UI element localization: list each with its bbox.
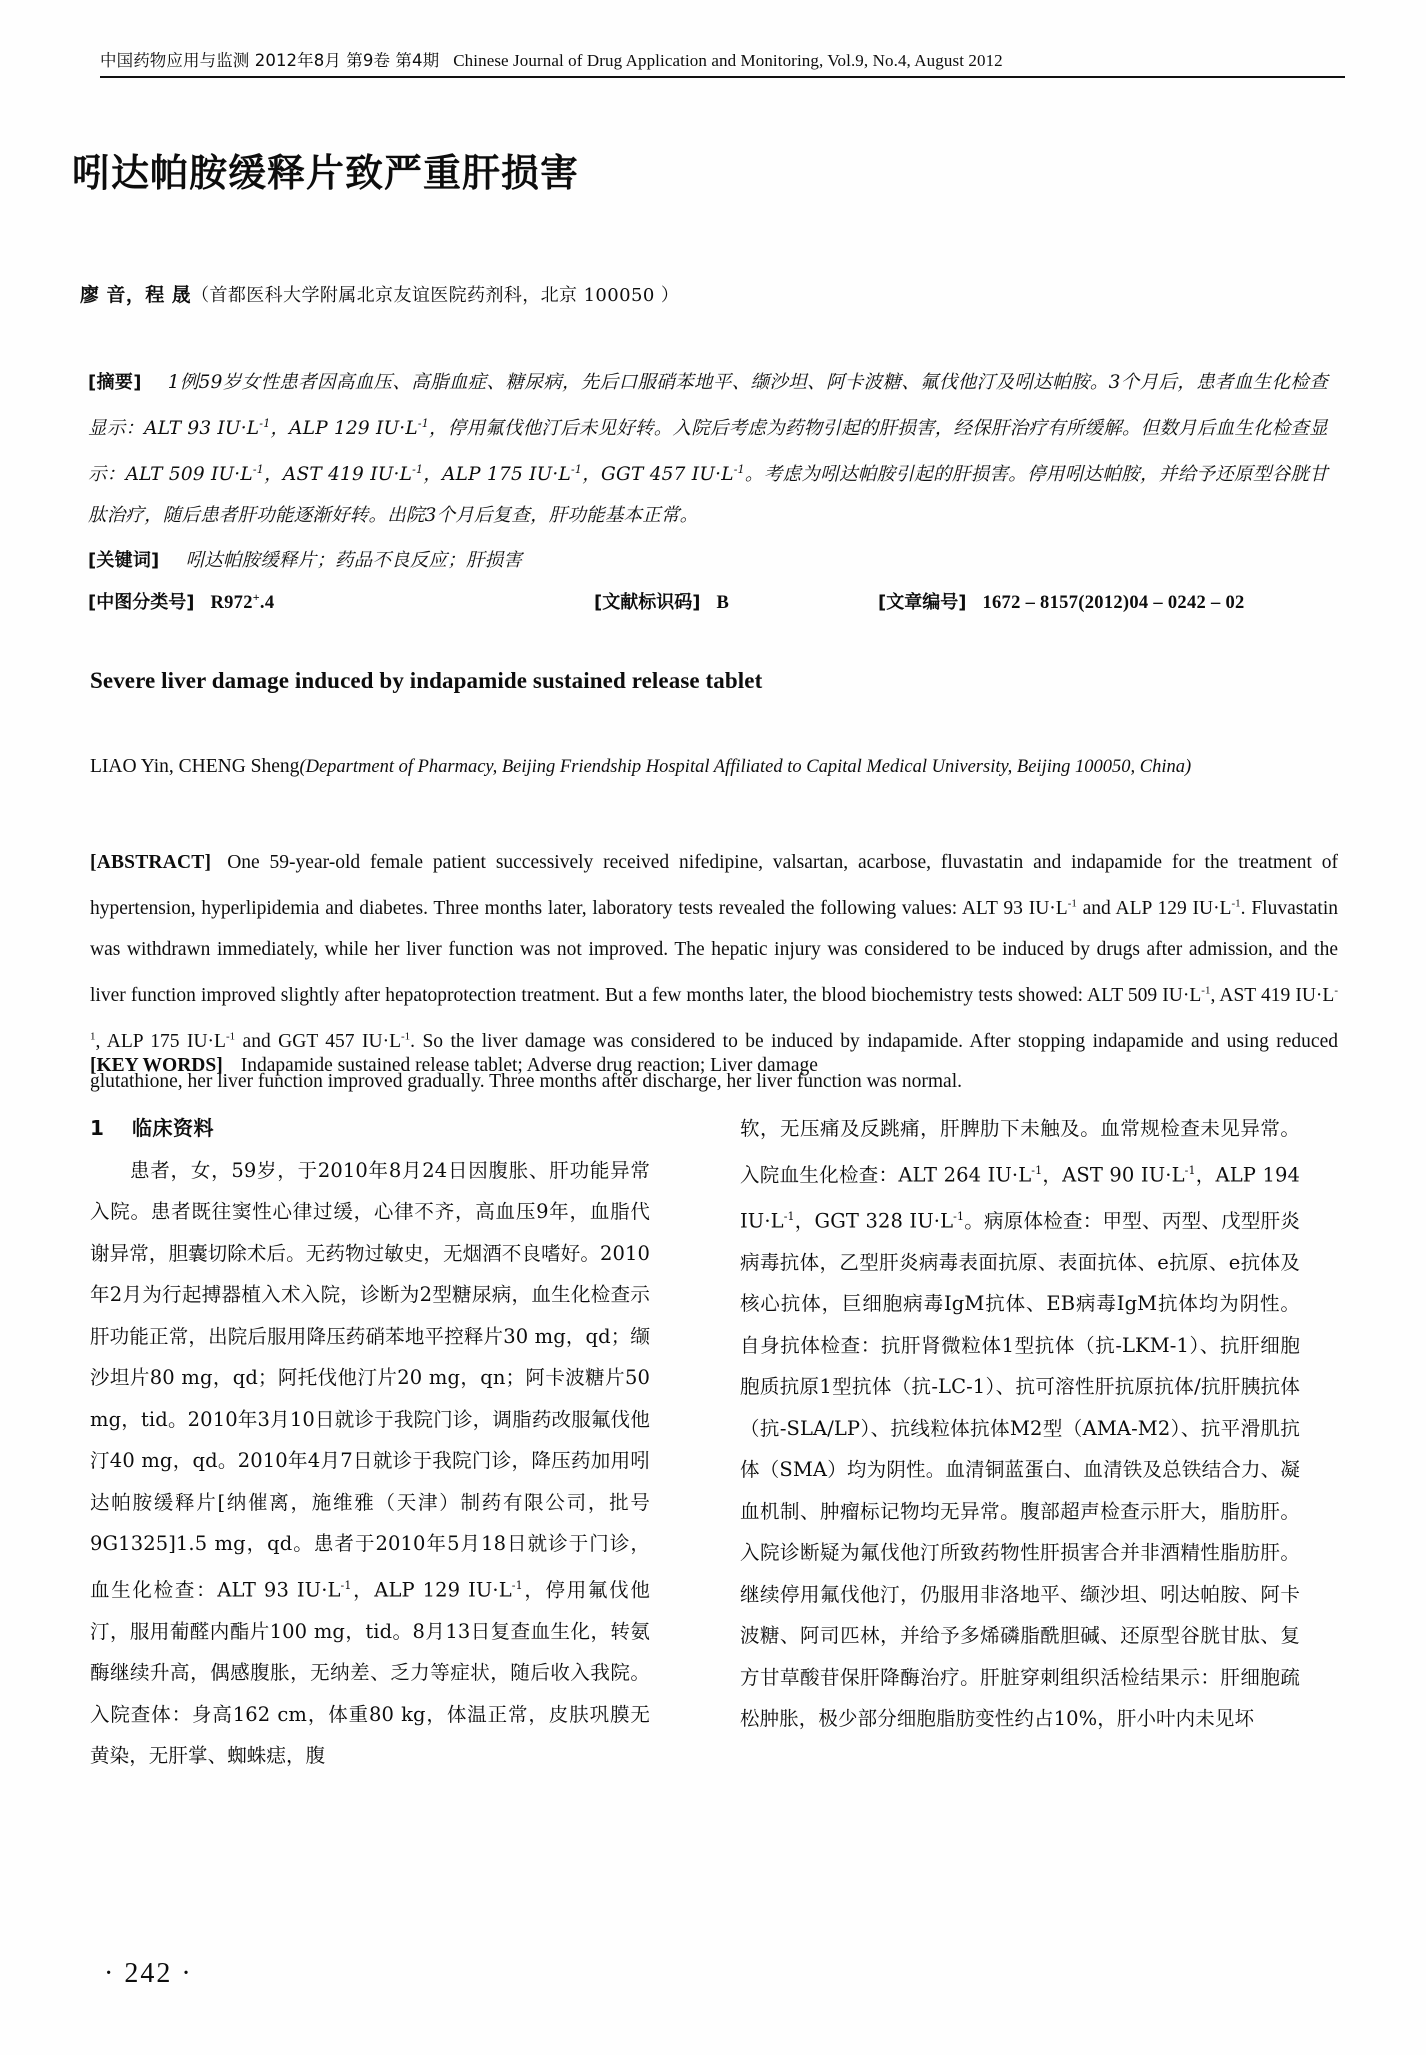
clc-value-tail: .4 — [259, 593, 275, 613]
chinese-affiliation: （首都医科大学附属北京友谊医院药剂科，北京 100050 ） — [191, 285, 680, 306]
clc-label: [中图分类号] — [88, 592, 195, 613]
classification-codes-row — [88, 588, 1336, 622]
english-abstract-text: One 59-year-old female patient successively received nifedipine, valsartan, acarbose, fluvastatin and indapamide for the treatment of hypertension, hyperlipidemia and diabetes. Three months later, laboratory tests revealed the following values: ALT 93 $IU\cdot L^{-1}$ and ALP 129 $IU\cdot L^{-1}$. Fluvastatin was withdrawn immediately, while her liver function was not improved. The hepatic injury was considered to be induced by drugs after admission, and the liver function improved slightly after hepatoprotection treatment. But a few months later, the blood biochemistry tests showed: ALT 509 $IU\cdot L^{-1}$, AST 419 $IU\cdot L^{-1}$, ALP 175 $IU\cdot L^{-1}$ and GGT 457 $IU\cdot L^{-1}$. So the liver damage was considered to be induced by indapamide. After stopping indapamide and using reduced glutathione, her liver function improved gradually. Three months after discharge, her liver function was normal. — [90, 852, 1338, 1092]
english-affiliation: (Department of Pharmacy, Beijing Friendship Hospital Affiliated to Capital Medical University, Beijing 100050, China) — [299, 757, 1192, 777]
page-number: · 242 · — [104, 1958, 193, 1989]
body-paragraph-right: 软，无压痛及反跳痛，肝脾肋下未触及。血常规检查未见异常。入院血生化检查：ALT 264 $IU\cdot L^{-1}$，AST 90 $IU\cdot L^{-1}$，ALP 194 $IU\cdot L^{-1}$，GGT 328 $IU\cdot L^{-1}$。病原体检查：甲型、丙型、戊型肝炎病毒抗体，乙型肝炎病毒表面抗原、表面抗体、e抗原、e抗体及核心抗体，巨细胞病毒IgM抗体、EB病毒IgM抗体均为阴性。自身抗体检查：抗肝肾微粒体1型抗体（抗-LKM-1）、抗肝细胞胞质抗原1型抗体（抗-LC-1）、抗可溶性肝抗原抗体/抗肝胰抗体（抗-SLA/LP）、抗线粒体抗体M2型（AMA-M2）、抗平滑肌抗体（SMA）均为阴性。血清铜蓝蛋白、血清铁及总铁结合力、凝血机制、肿瘤标记物均无异常。腹部超声检查示肝大，脂肪肝。入院诊断疑为氟伐他汀所致药物性肝损害合并非酒精性脂肪肝。继续停用氟伐他汀，仍服用非洛地平、缬沙坦、吲达帕胺、阿卡波糖、阿司匹林，并给予多烯磷脂酰胆碱、还原型谷胱甘肽、复方甘草酸苷保肝降酶治疗。肝脏穿刺组织活检结果示：肝细胞疏松肿胀，极少部分细胞脂肪变性约占10%，肝小叶内未见坏 — [740, 1117, 1300, 1730]
chinese-keywords-label: [关键词] — [88, 550, 160, 571]
article-id-label: [文章编号] — [878, 592, 967, 613]
chinese-keywords — [88, 540, 1328, 581]
page-title: 吲达帕胺缓释片致严重肝损害 — [72, 151, 580, 195]
article-id-value: 1672 – 8157(2012)04 – 0242 – 02 — [982, 593, 1245, 613]
body-paragraph-left: 患者，女，59岁，于2010年8月24日因腹胀、肝功能异常入院。患者既往窦性心律过缓，心律不齐，高血压9年，血脂代谢异常，胆囊切除术后。无药物过敏史，无烟酒不良嗜好。2010年2月为行起搏器植入术入院，诊断为2型糖尿病，血生化检查示肝功能正常，出院后服用降压药硝苯地平控释片30 mg，qd；缬沙坦片80 mg，qd；阿托伐他汀片20 mg，qn；阿卡波糖片50 mg，tid。2010年3月10日就诊于我院门诊，调脂药改服氟伐他汀40 mg，qd。2010年4月7日就诊于我院门诊，降压药加用吲达帕胺缓释片[纳催离，施维雅（天津）制药有限公司，批号9G1325]1.5 mg，qd。患者于2010年5月18日就诊于门诊，血生化检查：ALT 93 $IU\cdot L^{-1}$，ALP 129 $IU\cdot L^{-1}$，停用氟伐他汀，服用葡醛内酯片100 mg，tid。8月13日复查血生化，转氨酶继续升高，偶感腹胀，无纳差、乏力等症状，随后收入我院。入院查体：身高162 cm，体重80 kg，体温正常，皮肤巩膜无黄染，无肝掌、蜘蛛痣，腹 — [90, 1158, 650, 1767]
document-code-label: [文献标识码] — [594, 592, 701, 613]
section-title: 临床资料 — [132, 1116, 214, 1140]
clc-value: R972 — [210, 593, 253, 613]
english-abstract-label: [ABSTRACT] — [90, 852, 212, 873]
chinese-keywords-text: 吲达帕胺缓释片；药品不良反应；肝损害 — [185, 550, 523, 571]
clc-group — [88, 588, 274, 614]
running-head-chinese: 中国药物应用与监测 2012年8月 第9卷 第4期 — [100, 51, 440, 70]
document-code-value: B — [716, 593, 730, 613]
english-keywords-text: Indapamide sustained release tablet; Adverse drug reaction; Liver damage — [240, 1055, 818, 1076]
section-number: 1 — [90, 1116, 105, 1140]
running-head-english: Chinese Journal of Drug Application and Monitoring, Vol.9, No.4, August 2012 — [453, 51, 1003, 70]
english-keywords-label: [KEY WORDS] — [90, 1055, 223, 1076]
document-code-group — [594, 588, 729, 614]
author-name-1: 廖 音 — [80, 284, 126, 306]
chinese-abstract — [88, 362, 1328, 536]
english-keywords — [90, 1046, 1338, 1086]
running-head — [100, 48, 1345, 73]
author-name-2: 程 晟 — [145, 284, 192, 306]
english-author-line — [90, 750, 1338, 784]
clc-value-superscript: + — [252, 589, 260, 604]
english-title: Severe liver damage induced by indapamide sustained release tablet — [90, 668, 763, 693]
article-id-group — [878, 588, 1245, 614]
header-divider-rule — [100, 76, 1345, 78]
body-column-right — [740, 1108, 1300, 1740]
body-column-left — [90, 1108, 650, 1777]
english-authors: LIAO Yin, CHENG Sheng — [90, 756, 300, 777]
chinese-abstract-text: 1例59岁女性患者因高血压、高脂血症、糖尿病，先后口服硝苯地平、缬沙坦、阿卡波糖、氟伐他汀及吲达帕胺。3个月后，患者血生化检查显示：ALT 93 $IU\cdot L^{-1}$，ALP 129 $IU\cdot L^{-1}$，停用氟伐他汀后未见好转。入院后考虑为药物引起的肝损害，经保肝治疗有所缓解。但数月后血生化检查显示：ALT 509 $IU\cdot L^{-1}$，AST 419 $IU\cdot L^{-1}$，ALP 175 $IU\cdot L^{-1}$，GGT 457 $IU\cdot L^{-1}$。考虑为吲达帕胺引起的肝损害。停用吲达帕胺，并给予还原型谷胱甘肽治疗，随后患者肝功能逐渐好转。出院3个月后复查，肝功能基本正常。 — [88, 372, 1328, 527]
chinese-author-line: 廖 音，程 晟（首都医科大学附属北京友谊医院药剂科，北京 100050 ） — [80, 284, 680, 306]
chinese-abstract-label: [摘要] — [88, 372, 142, 393]
section-heading — [90, 1108, 650, 1150]
